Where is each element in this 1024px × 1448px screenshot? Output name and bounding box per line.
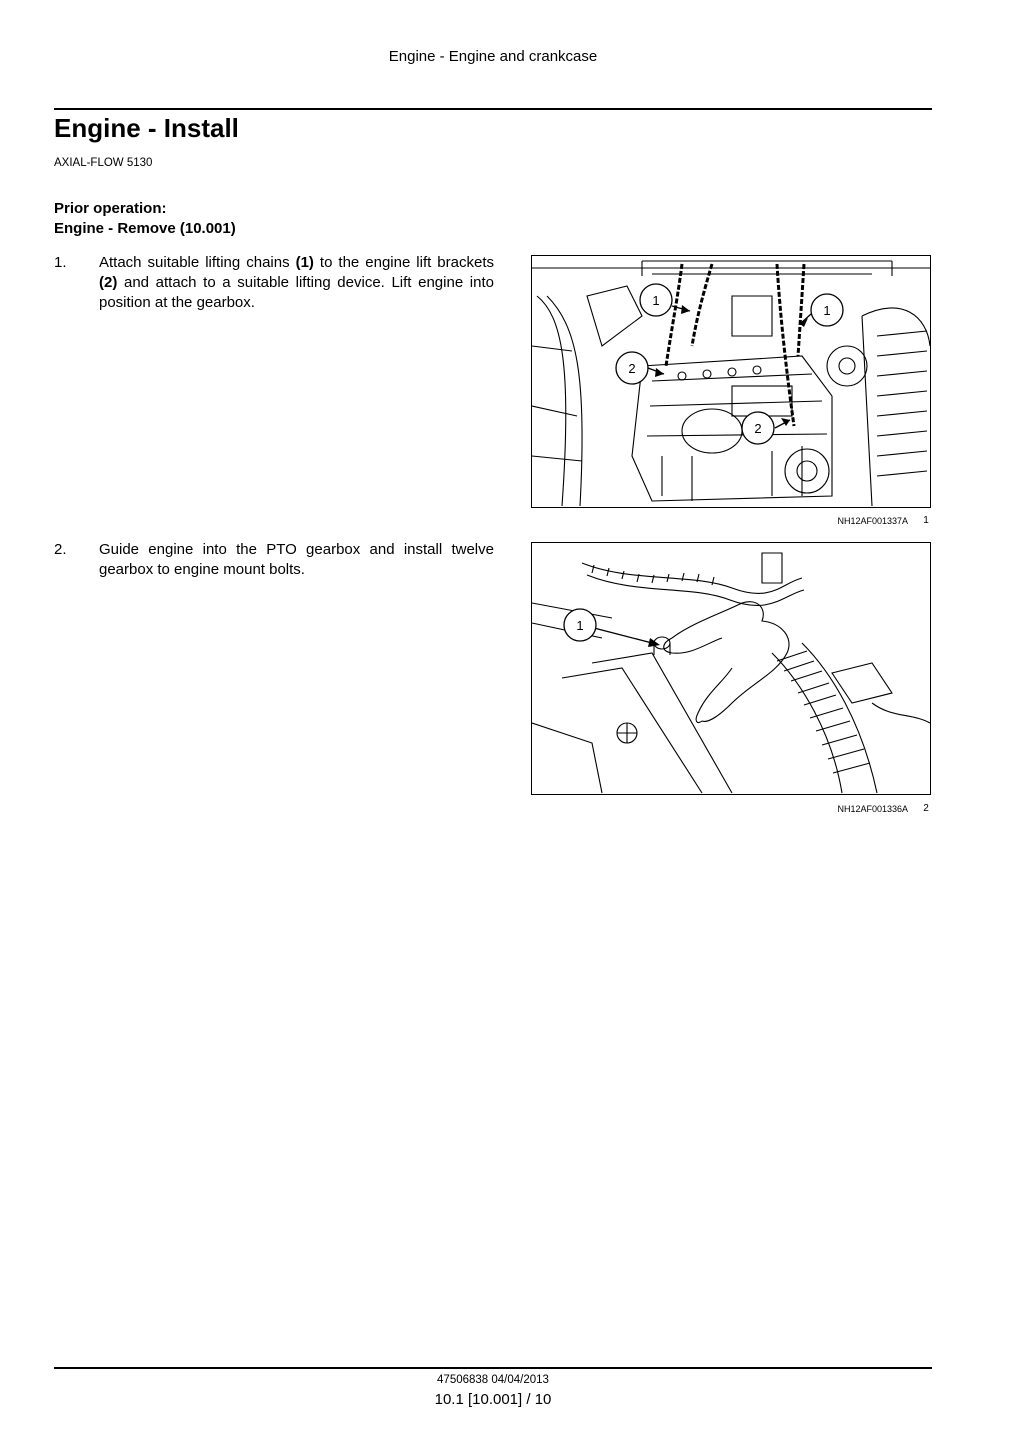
page-reference: 10.1 [10.001] / 10 xyxy=(434,1391,552,1408)
callout-label: 2 xyxy=(754,421,762,436)
figure-gearbox-bolts xyxy=(531,542,931,795)
callout-ref: (1) xyxy=(295,254,314,271)
figure-code: NH12AF001336A xyxy=(837,804,908,814)
top-rule xyxy=(54,108,932,110)
model-label: AXIAL-FLOW 5130 xyxy=(54,157,153,169)
figure-code: NH12AF001337A xyxy=(837,516,908,526)
step-number: 2. xyxy=(54,541,67,558)
callout-label: 2 xyxy=(628,361,636,376)
step-text: Guide engine into the PTO gearbox and install twelve gearbox to engine mount bolts. xyxy=(99,541,494,578)
page-title: Engine - Install xyxy=(54,113,239,143)
prior-operation-link[interactable]: Engine - Remove (10.001) xyxy=(54,220,236,237)
bottom-rule xyxy=(54,1367,932,1369)
step-text: Attach suitable lifting chains (1) to the engine lift brackets (2) and attach to a suitable lifting device. Lift engine into position at the gearbox. xyxy=(99,254,494,311)
document-reference: 47506838 04/04/2013 xyxy=(437,1374,549,1386)
step-1 xyxy=(54,253,494,313)
callout-label: 1 xyxy=(823,303,831,318)
callout-label: 1 xyxy=(652,293,660,308)
callout-ref: (2) xyxy=(99,274,118,291)
step-number: 1. xyxy=(54,254,67,271)
gearbox-bolt-illustration xyxy=(532,543,930,794)
callout-label: 1 xyxy=(576,618,584,633)
prior-operation-label: Prior operation: xyxy=(54,200,167,217)
figure-engine-lifting xyxy=(531,255,931,508)
step-2 xyxy=(54,540,494,580)
engine-lifting-illustration xyxy=(532,256,930,507)
figure-number: 1 xyxy=(923,515,929,526)
running-header: Engine - Engine and crankcase xyxy=(388,48,598,65)
figure-number: 2 xyxy=(923,803,929,814)
